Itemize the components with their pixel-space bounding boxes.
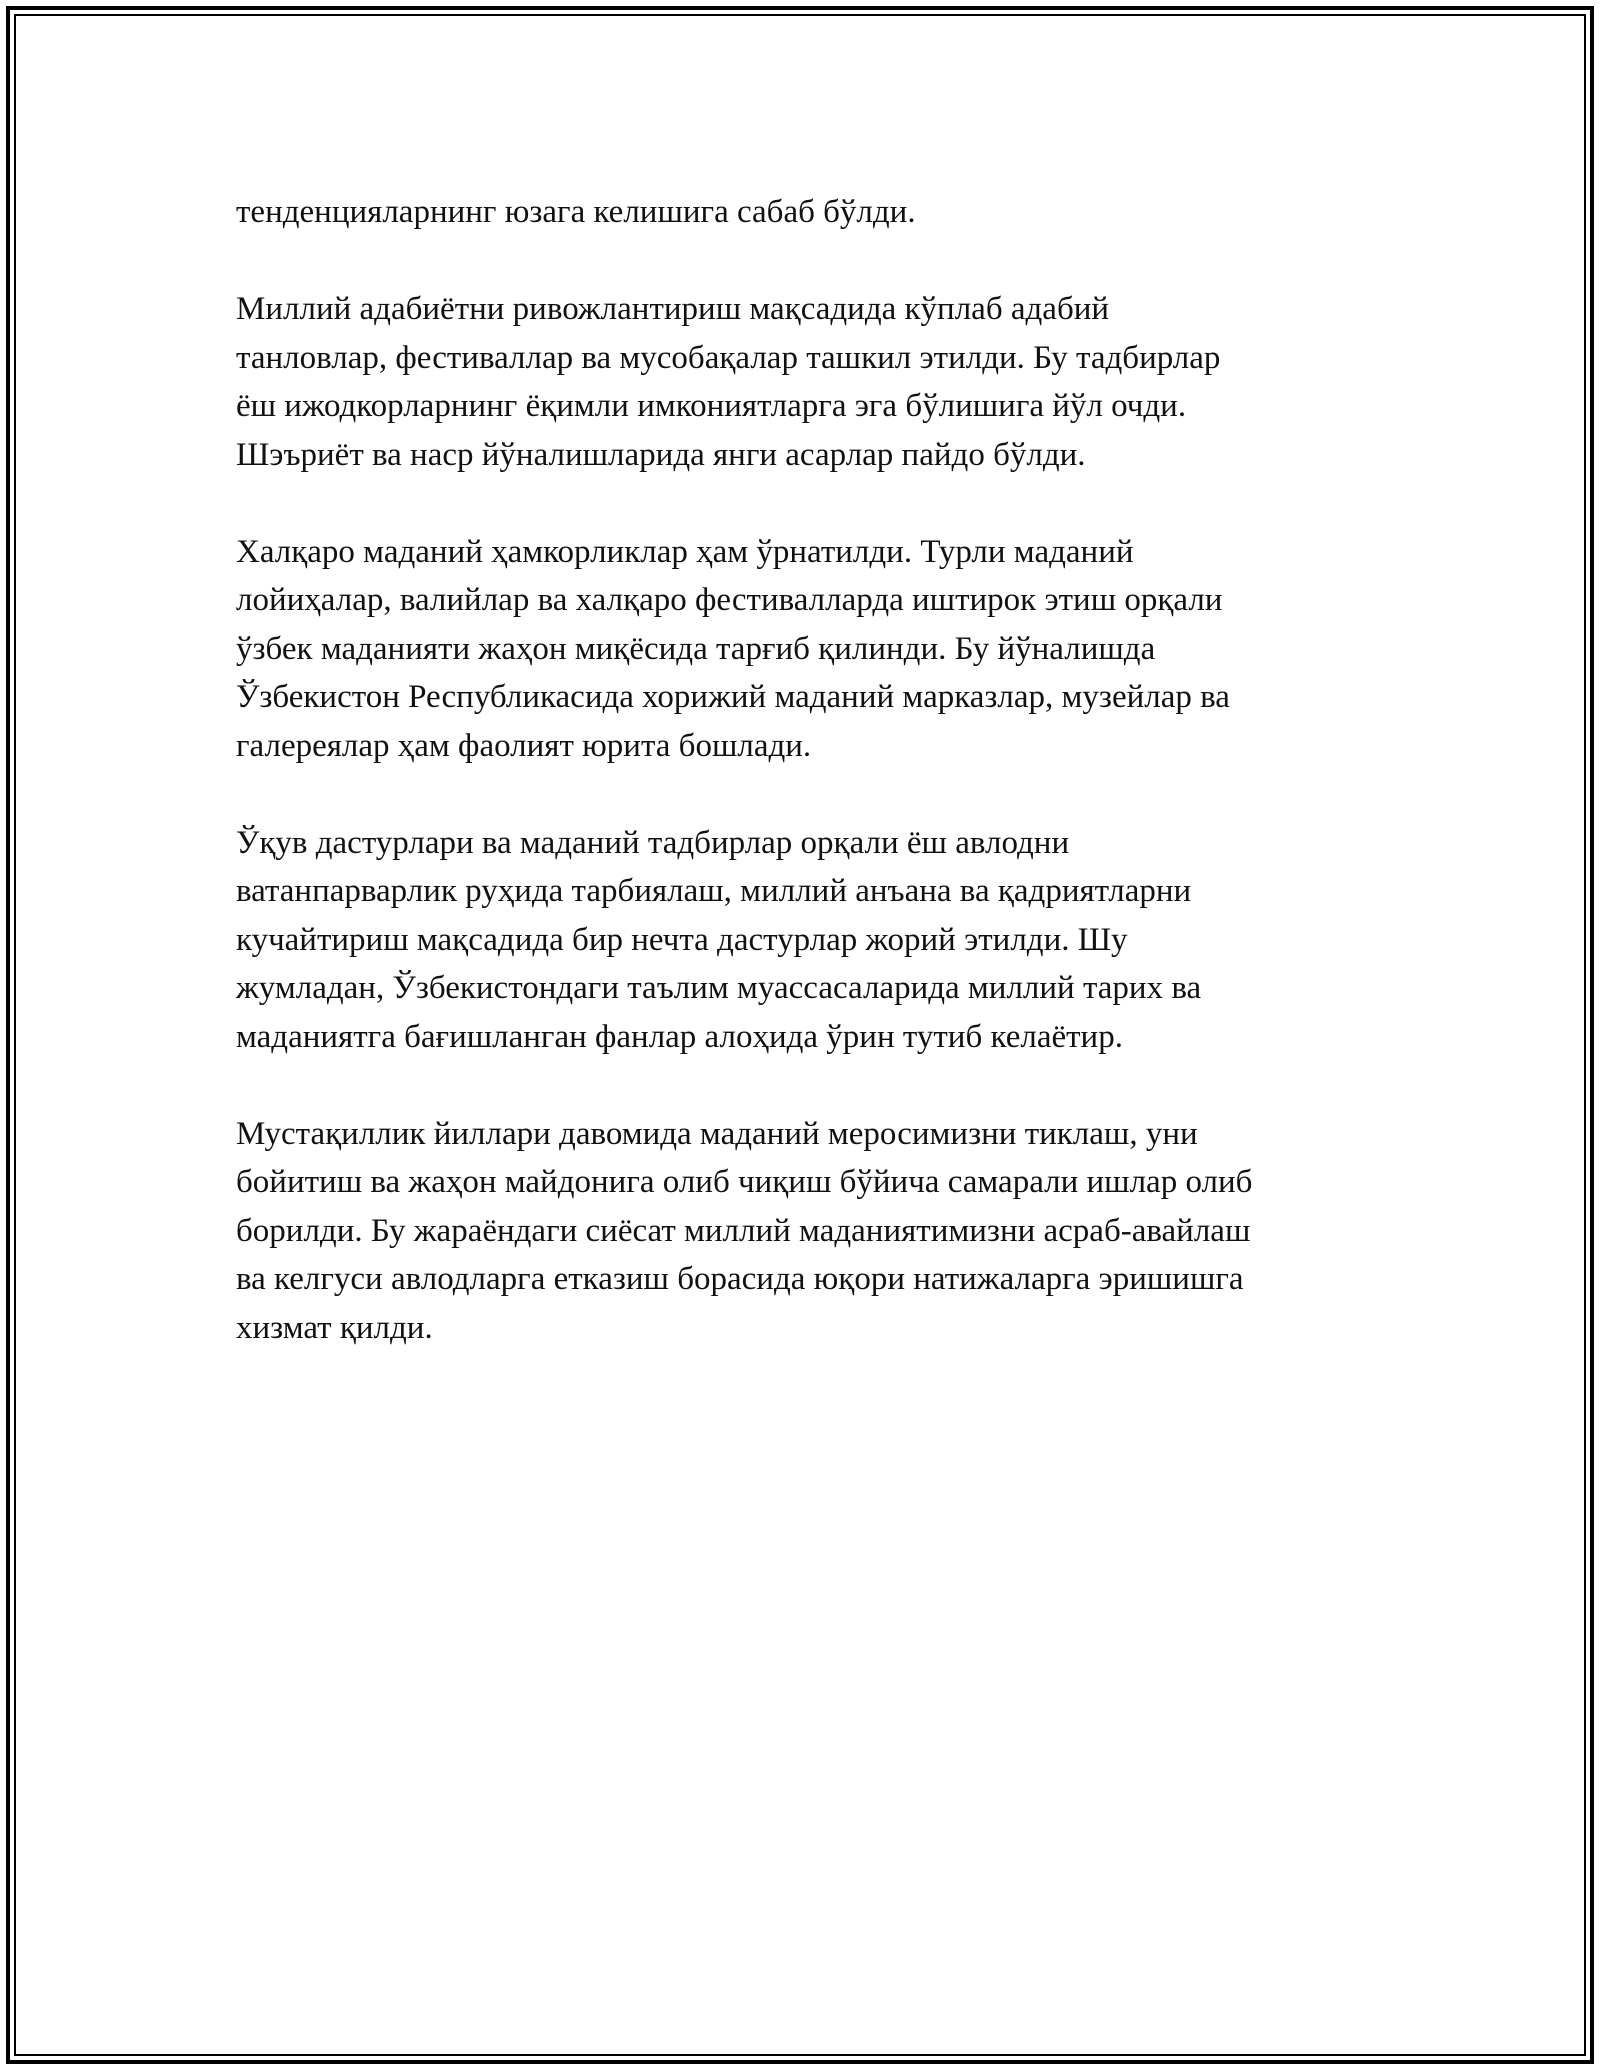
paragraph-independence-years: Мустақиллик йиллари давомида маданий меросимизни тиклаш, уни бойитиш ва жаҳон майдонига олиб чиқиш бўйича самарали ишлар олиб борилди. Бу жараёндаги сиёсат миллий маданиятимизни асраб-авайлаш ва келгуси авлодларга етказиш борасида юқори натижаларга эришишга хизмат қилди. <box>236 1115 1253 1346</box>
document-body <box>236 188 1386 1401</box>
paragraph-education: Ўқув дастурлари ва маданий тадбирлар орқали ёш авлодни ватанпарварлик руҳида тарбиялаш, миллий анъана ва қадриятларни кучайтириш мақсадида бир нечта дастурлар жорий этилди. Шу жумладан, Ўзбекистондаги таълим муассасаларида миллий тарих ва маданиятга бағишланган фанлар алоҳида ўрин тутиб келаётир. <box>236 824 1202 1055</box>
paragraph-continuation: тенденцияларнинг юзага келишига сабаб бўлди. <box>236 194 916 230</box>
paragraph-international-cooperation: Халқаро маданий ҳамкорликлар ҳам ўрнатилди. Турли маданий лойиҳалар, валийлар ва халқаро фестивалларда иштирок этиш орқали ўзбек маданияти жаҳон миқёсида тарғиб қилинди. Бу йўналишда Ўзбекистон Республикасида хорижий маданий марказлар, музейлар ва галереялар ҳам фаолият юрита бошлади. <box>236 533 1230 764</box>
paragraph-literature: Миллий адабиётни ривожлантириш мақсадида кўплаб адабий танловлар, фестиваллар ва мусобақалар ташкил этилди. Бу тадбирлар ёш ижодкорларнинг ёқимли имкониятларга эга бўлишига йўл очди. Шэъриёт ва наср йўналишларида янги асарлар пайдо бўлди. <box>236 291 1221 473</box>
